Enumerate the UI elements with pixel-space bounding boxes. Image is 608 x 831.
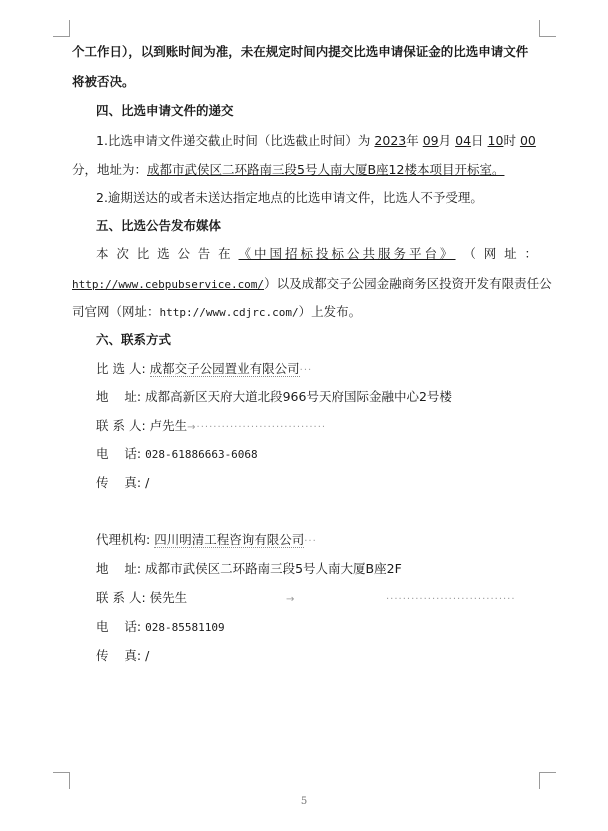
deadline-address-line [72,162,504,178]
deadline-paragraph [96,133,536,149]
media-char: 在 [218,246,231,261]
deadline-minute: 00 [519,133,536,148]
media-char: 本 [96,246,109,261]
media-char: 公 [177,246,190,261]
page-number: 5 [300,796,308,807]
contact2-agency-row [96,532,317,550]
crop-mark-top-right [539,20,556,37]
deadline-prefix: 1.比选申请文件递交截止时间（比选截止时间）为 [96,133,371,148]
media-char: （ [463,246,476,261]
agency-label: 代理机构: [96,532,151,547]
fax-label: 传 真: [96,648,142,663]
fill-dots: →······························· [187,422,327,433]
person-label: 联 系 人: [96,418,146,433]
contact1-person-row [96,418,326,436]
phone-label: 电 话: [96,619,142,634]
agency-value: 四川明清工程咨询有限公司 [154,532,305,547]
fill-dots: ··· [299,365,313,376]
media-paragraph-line3 [72,304,361,321]
url-cdjrc[interactable]: http://www.cdjrc.com/ [159,306,299,319]
deadline-month: 09 [422,133,439,148]
crop-mark-bottom-right [539,772,556,789]
contact1-organizer-row [96,361,312,379]
address-value: 成都市武侯区二环路南三段5号人南大厦B座2F [145,561,402,576]
phone-value: 028-61886663-6068 [145,448,258,461]
fill-dots: ······························· [386,594,516,605]
organizer-value: 成都交子公园置业有限公司 [149,361,300,376]
crop-mark-top-left [53,20,70,37]
address-label: 地 址: [96,561,142,576]
contact2-phone-row [96,619,225,636]
organizer-label: 比 选 人: [96,361,146,376]
media-char: 址 [504,246,517,261]
section-heading-4: 四、比选申请文件的递交 [96,103,234,118]
fax-value: / [145,475,150,490]
address-value: 成都高新区天府大道北段966号天府国际金融中心2号楼 [145,389,452,404]
paragraph-line: 将被否决。 [72,74,135,89]
phone-label: 电 话: [96,446,142,461]
media-char: 告 [197,246,211,261]
paragraph-line: 个工作日），以到账时间为准，未在规定时间内提交比选申请保证金的比选申请文件 [72,44,529,59]
section-heading-5: 五、比选公告发布媒体 [96,218,222,233]
crop-mark-bottom-left [53,772,70,789]
fax-value: / [145,648,150,663]
media-paragraph-line2 [72,276,552,293]
contact2-address-row [96,561,402,577]
fill-dots: ··· [304,536,317,547]
deadline-month-suffix: 月 [438,133,452,148]
person-value: 卢先生 [149,418,188,433]
media-char: 选 [157,246,170,261]
address-label: 地 址: [96,389,142,404]
contact1-fax-row [96,475,149,491]
url-cebpubservice[interactable]: http://www.cebpubservice.com/ [72,278,265,291]
address-prefix: 分，地址为： [72,162,148,177]
phone-value: 028-85581109 [145,621,225,634]
person-value: 侯先生 [149,590,188,605]
deadline-year: 2023 [374,133,407,148]
contact1-phone-row [96,446,258,463]
contact1-address-row [96,389,452,405]
deadline-hour: 10 [487,133,504,148]
deadline-day-suffix: 日 [471,133,484,148]
media-char: ： [524,246,537,261]
media-char: 比 [136,246,150,261]
deadline-hour-suffix: 时 [503,133,516,148]
platform-link[interactable]: 《中国招标投标公共服务平台》 [238,246,456,261]
section-heading-6: 六、联系方式 [96,332,172,347]
deadline-day: 04 [455,133,472,148]
submission-address: 成都市武侯区二环路南三段5号人南大厦B座12楼本项目开标室。 [147,162,505,177]
contact2-fax-row [96,648,149,664]
tab-arrow: → [286,594,296,605]
media-line3-suffix: ）上发布。 [298,304,362,319]
media-char: 次 [116,246,129,261]
person-label: 联 系 人: [96,590,146,605]
media-paragraph-line1 [96,246,537,262]
media-line2-rest: ）以及成都交子公园金融商务区投资开发有限责任公 [264,276,552,291]
media-char: 网 [483,246,497,261]
deadline-year-suffix: 年 [406,133,419,148]
contact2-person-row [96,590,187,606]
fax-label: 传 真: [96,475,142,490]
media-line3-prefix: 司官网（网址： [72,304,160,319]
late-submission-paragraph: 2.逾期送达的或者未送达指定地点的比选申请文件，比选人不予受理。 [96,190,483,205]
